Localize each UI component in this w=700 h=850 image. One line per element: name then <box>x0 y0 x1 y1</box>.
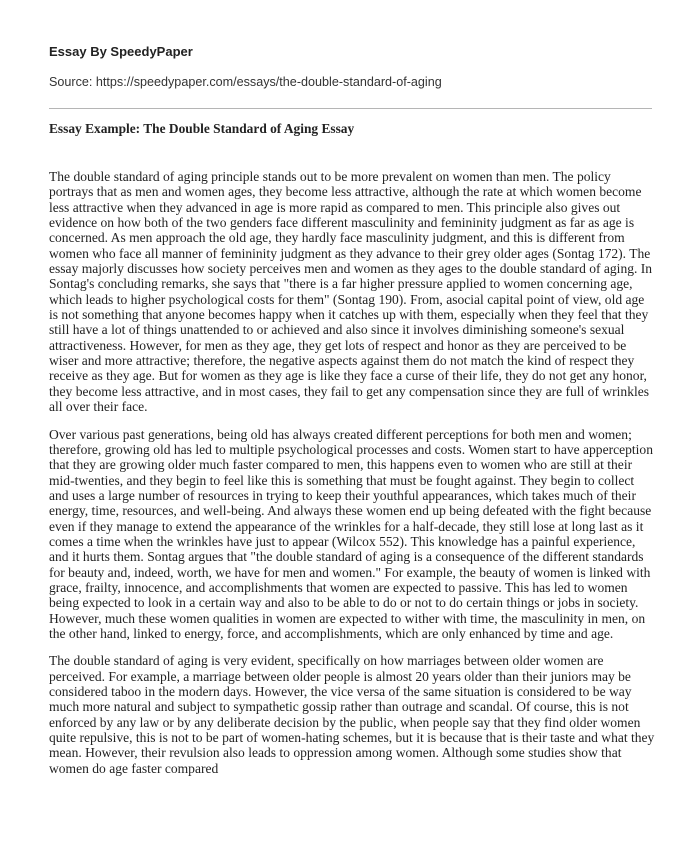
header-divider <box>49 108 652 109</box>
site-title: Essay By SpeedyPaper <box>49 44 193 59</box>
paragraph: The double standard of aging is very evident, specifically on how marriages between older women are perceived. For example, a marriage between older people is almost 20 years older than their juniors may be considered taboo in the modern days. However, the vice versa of the same situation is considered to be way much more natural and subject to sympathetic gossip rather than outrage and scandal. Of course, this is not enforced by any law or by any deliberate decision by the public, when people say that they find older women quite repulsive, this is not to be part of women-hating schemes, but it is because that is their taste and what they mean. However, their revulsion also leads to oppression among women. Although some studies show that women do age faster compared <box>49 653 655 776</box>
essay-title: Essay Example: The Double Standard of Aging Essay <box>49 121 355 136</box>
paragraph: Over various past generations, being old has always created different perceptions for both men and women; therefore, growing old has led to multiple psychological processes and costs. Women start to have apperception that they are growing older much faster compared to men, this happens even to women who are still at their mid-twenties, and they begin to feel like this is something that must be fought against. They begin to collect and uses a large number of resources in trying to keep their youthful appearances, which takes much of their energy, time, resources, and well-being. And always these women end up being defeated with the fight because even if they manage to extend the appearance of the wrinkles for a half-decade, they still lose at long last as it comes a time when the wrinkles have just to appear (Wilcox 552). This knowledge has a painful experience, and it hurts them. Sontag argues that "the double standard of aging is a consequence of the different standards for beauty and, indeed, worth, we have for men and women." For example, the beauty of women is linked with grace, frailty, innocence, and accomplishments that women are expected to passive. This has led to women being expected to look in a certain way and also to be able to do or not to do certain things or jobs in society. However, much these women qualities in women are expected to wither with time, the masculinity in men, on the other hand, linked to energy, force, and accomplishments, which are only enhanced by time and age. <box>49 426 653 641</box>
paragraph: The double standard of aging principle stands out to be more prevalent on women than men. The policy portrays that as men and women ages, they become less attractive, although the rate at which women become less attractive when they advanced in age is more rapid as compared to men. This principle also gives out evidence on how both of the two genders face different masculinity and femininity judgment as far as age is concerned. As men approach the old age, they hardly face masculinity judgment, and this is different from women who face all manner of femininity judgment as they advance to their grey older ages (Sontag 172). The essay majorly discusses how society perceives men and women as they ages to the double standard of aging. In Sontag's concluding remarks, she says that "there is a far higher pressure applied to women concerning age, which leads to higher psychological costs for them" (Sontag 190). From, asocial capital point of view, old age is not something that anyone becomes happy when it catches up with them, especially when they feel that they still have a lot of things unattended to or achieved and also since it involves diminishing someone's sexual attractiveness. However, for men as they age, they get lots of respect and honor as they are perceived to be wiser and more attractive; therefore, the negative aspects against them do not match the kind of respect they receive as they age. But for women as they age is like they face a curse of their life, they do not get any honor, they become less attractive, and in most cases, they fail to get any compensation since they are full of wrinkles all over their face. <box>49 169 653 415</box>
source-line: Source: https://speedypaper.com/essays/the-double-standard-of-aging <box>49 75 442 89</box>
essay-body <box>49 169 656 788</box>
